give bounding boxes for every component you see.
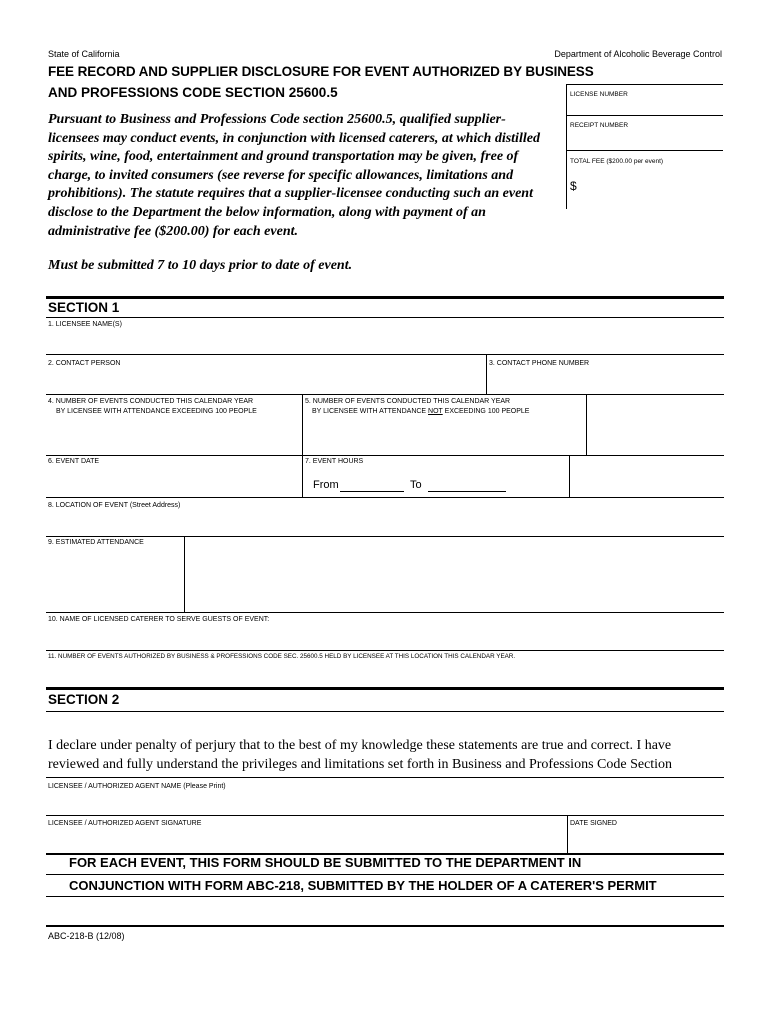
authorized-events-label: 11. NUMBER OF EVENTS AUTHORIZED BY BUSINESS & PROFESSIONS CODE SEC. 25600.5 HELD BY LICENSEE AT THIS LOCATION THIS CALENDAR YEAR.	[48, 653, 516, 660]
section2-heading: SECTION 2	[48, 692, 120, 707]
from-time-field[interactable]	[340, 477, 404, 490]
authorized-events-field[interactable]	[47, 663, 723, 677]
events-over-100-label-line1: 4. NUMBER OF EVENTS CONDUCTED THIS CALENDAR YEAR	[48, 398, 254, 405]
agent-signature-field[interactable]	[47, 830, 566, 850]
agent-name-field[interactable]	[47, 793, 723, 813]
to-time-field[interactable]	[428, 477, 506, 490]
estimated-attendance-field[interactable]	[47, 550, 183, 610]
date-signed-label: DATE SIGNED	[570, 820, 617, 827]
deadline-notice: Must be submitted 7 to 10 days prior to date of event.	[48, 258, 353, 273]
licensee-names-field[interactable]	[47, 330, 723, 352]
estimated-attendance-label: 9. ESTIMATED ATTENDANCE	[48, 539, 144, 546]
agent-name-label: LICENSEE / AUTHORIZED AGENT NAME (Please Print)	[48, 783, 226, 790]
state-label: State of California	[48, 49, 120, 59]
form-title-line1: FEE RECORD AND SUPPLIER DISCLOSURE FOR EVENT AUTHORIZED BY BUSINESS	[48, 64, 594, 79]
events-under-100-field[interactable]	[303, 420, 585, 452]
agent-signature-label: LICENSEE / AUTHORIZED AGENT SIGNATURE	[48, 820, 202, 827]
declaration-line2: reviewed and fully understand the privileges and limitations set forth in Business and Professions Code Section	[48, 757, 673, 772]
date-signed-field[interactable]	[568, 830, 723, 850]
caterer-name-label: 10. NAME OF LICENSED CATERER TO SERVE GUESTS OF EVENT:	[48, 616, 270, 623]
events-under-100-label-line1: 5. NUMBER OF EVENTS CONDUCTED THIS CALENDAR YEAR	[305, 398, 511, 405]
events-over-100-label-line2: BY LICENSEE WITH ATTENDANCE EXCEEDING 100 PEOPLE	[56, 408, 257, 415]
total-fee-field[interactable]	[580, 176, 720, 194]
notice-line2: CONJUNCTION WITH FORM ABC-218, SUBMITTED BY THE HOLDER OF A CATERER'S PERMIT	[69, 878, 657, 893]
total-fee-label: TOTAL FEE ($200.00 per event)	[570, 158, 664, 165]
form-id: ABC-218-B (12/08)	[48, 931, 125, 941]
event-location-label: 8. LOCATION OF EVENT (Street Address)	[48, 502, 181, 509]
section1-heading: SECTION 1	[48, 300, 120, 315]
caterer-name-field[interactable]	[47, 626, 723, 648]
license-number-label: LICENSE NUMBER	[570, 91, 628, 98]
event-hours-label: 7. EVENT HOURS	[305, 458, 364, 465]
department-label: Department of Alcoholic Beverage Control	[554, 49, 722, 59]
event-location-field[interactable]	[47, 512, 723, 534]
receipt-number-field[interactable]	[567, 130, 723, 144]
events-under-100-label-line2: BY LICENSEE WITH ATTENDANCE NOT EXCEEDING 100 PEOPLE	[312, 408, 530, 415]
events-over-100-field[interactable]	[47, 420, 301, 452]
contact-person-label: 2. CONTACT PERSON	[48, 360, 121, 367]
form-title-line2: AND PROFESSIONS CODE SECTION 25600.5	[48, 85, 338, 100]
contact-phone-field[interactable]	[487, 369, 723, 391]
dollar-sign: $	[570, 179, 577, 193]
notice-line1: FOR EACH EVENT, THIS FORM SHOULD BE SUBMITTED TO THE DEPARTMENT IN	[69, 855, 582, 870]
event-date-label: 6. EVENT DATE	[48, 458, 100, 465]
licensee-names-label: 1. LICENSEE NAME(S)	[48, 321, 122, 328]
declaration-line1: I declare under penalty of perjury that to the best of my knowledge these statements are true and correct. I have	[48, 738, 672, 753]
to-label: To	[410, 479, 422, 491]
contact-person-field[interactable]	[47, 369, 485, 391]
license-number-field[interactable]	[567, 98, 723, 112]
contact-phone-label: 3. CONTACT PHONE NUMBER	[489, 360, 590, 367]
from-label: From	[313, 479, 339, 491]
event-date-field[interactable]	[47, 468, 301, 496]
intro-paragraph: Pursuant to Business and Professions Code section 25600.5, qualified supplier-licensees may conduct events, in conjunction with licensed caterers, at which distilled spirits, wine, food, entertainment and ground transportation may be given, free of charge, to invited consumers (see reverse for specific allowances, limitations and prohibitions). The statute requires that a supplier-licensee conducting such an event disclose to the Department the below information, along with payment of an administrative fee ($200.00) for each event.	[48, 112, 540, 239]
receipt-number-label: RECEIPT NUMBER	[570, 122, 629, 129]
